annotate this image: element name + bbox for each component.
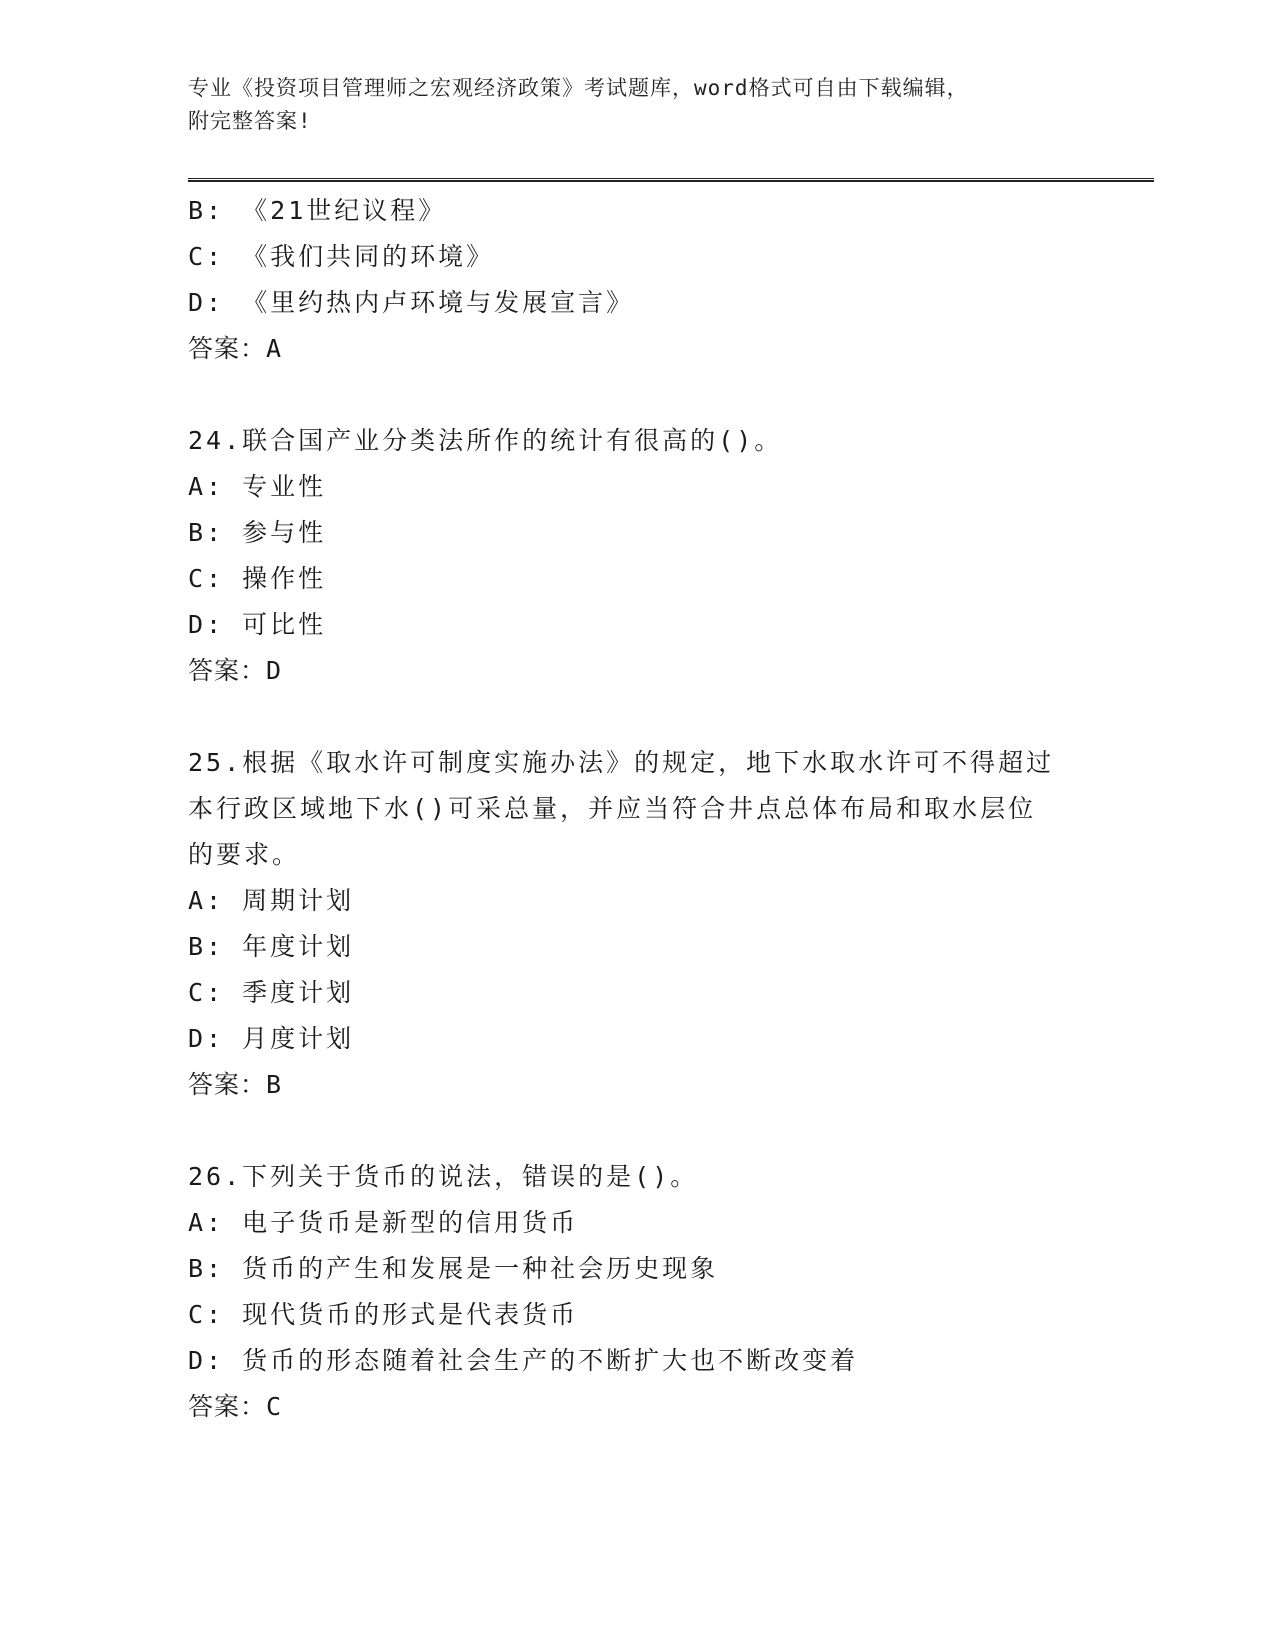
- option-a: A: 专业性: [188, 472, 327, 501]
- option-a: A: 电子货币是新型的信用货币: [188, 1208, 579, 1237]
- option-d: D: 《里约热内卢环境与发展宣言》: [188, 288, 635, 317]
- spacer: [188, 372, 1088, 418]
- option-b: B: 参与性: [188, 518, 327, 547]
- question-list: [188, 188, 1088, 1430]
- answer: 答案：A: [188, 334, 283, 363]
- option-c: C: 《我们共同的环境》: [188, 242, 495, 271]
- question-26: [188, 1154, 1088, 1430]
- header-line-1: 专业《投资项目管理师之宏观经济政策》考试题库，word格式可自由下载编辑，: [188, 76, 969, 100]
- answer: 答案：B: [188, 1070, 283, 1099]
- option-c: C: 季度计划: [188, 978, 355, 1007]
- option-c: C: 现代货币的形式是代表货币: [188, 1300, 579, 1329]
- header-line-2: 附完整答案!: [188, 109, 312, 133]
- question-24: [188, 418, 1088, 694]
- option-d: D: 月度计划: [188, 1024, 355, 1053]
- prev-question: [188, 188, 1088, 372]
- option-b: B: 货币的产生和发展是一种社会历史现象: [188, 1254, 719, 1283]
- document-header: [188, 72, 1088, 138]
- option-c: C: 操作性: [188, 564, 327, 593]
- spacer: [188, 694, 1088, 740]
- option-b: B: 《21世纪议程》: [188, 196, 447, 225]
- answer: 答案：C: [188, 1392, 283, 1421]
- question-stem: 25.根据《取水许可制度实施办法》的规定，地下水取水许可不得超过: [188, 748, 1055, 777]
- question-stem: 本行政区域地下水()可采总量，并应当符合井点总体布局和取水层位: [188, 794, 1037, 823]
- question-stem: 26.下列关于货币的说法，错误的是()。: [188, 1162, 699, 1191]
- option-a: A: 周期计划: [188, 886, 355, 915]
- option-d: D: 货币的形态随着社会生产的不断扩大也不断改变着: [188, 1346, 859, 1375]
- option-b: B: 年度计划: [188, 932, 355, 961]
- spacer: [188, 1108, 1088, 1154]
- answer: 答案：D: [188, 656, 283, 685]
- option-d: D: 可比性: [188, 610, 327, 639]
- question-stem: 24.联合国产业分类法所作的统计有很高的()。: [188, 426, 783, 455]
- question-stem: 的要求。: [188, 840, 301, 869]
- question-25: [188, 740, 1088, 1108]
- header-divider: [188, 178, 1154, 182]
